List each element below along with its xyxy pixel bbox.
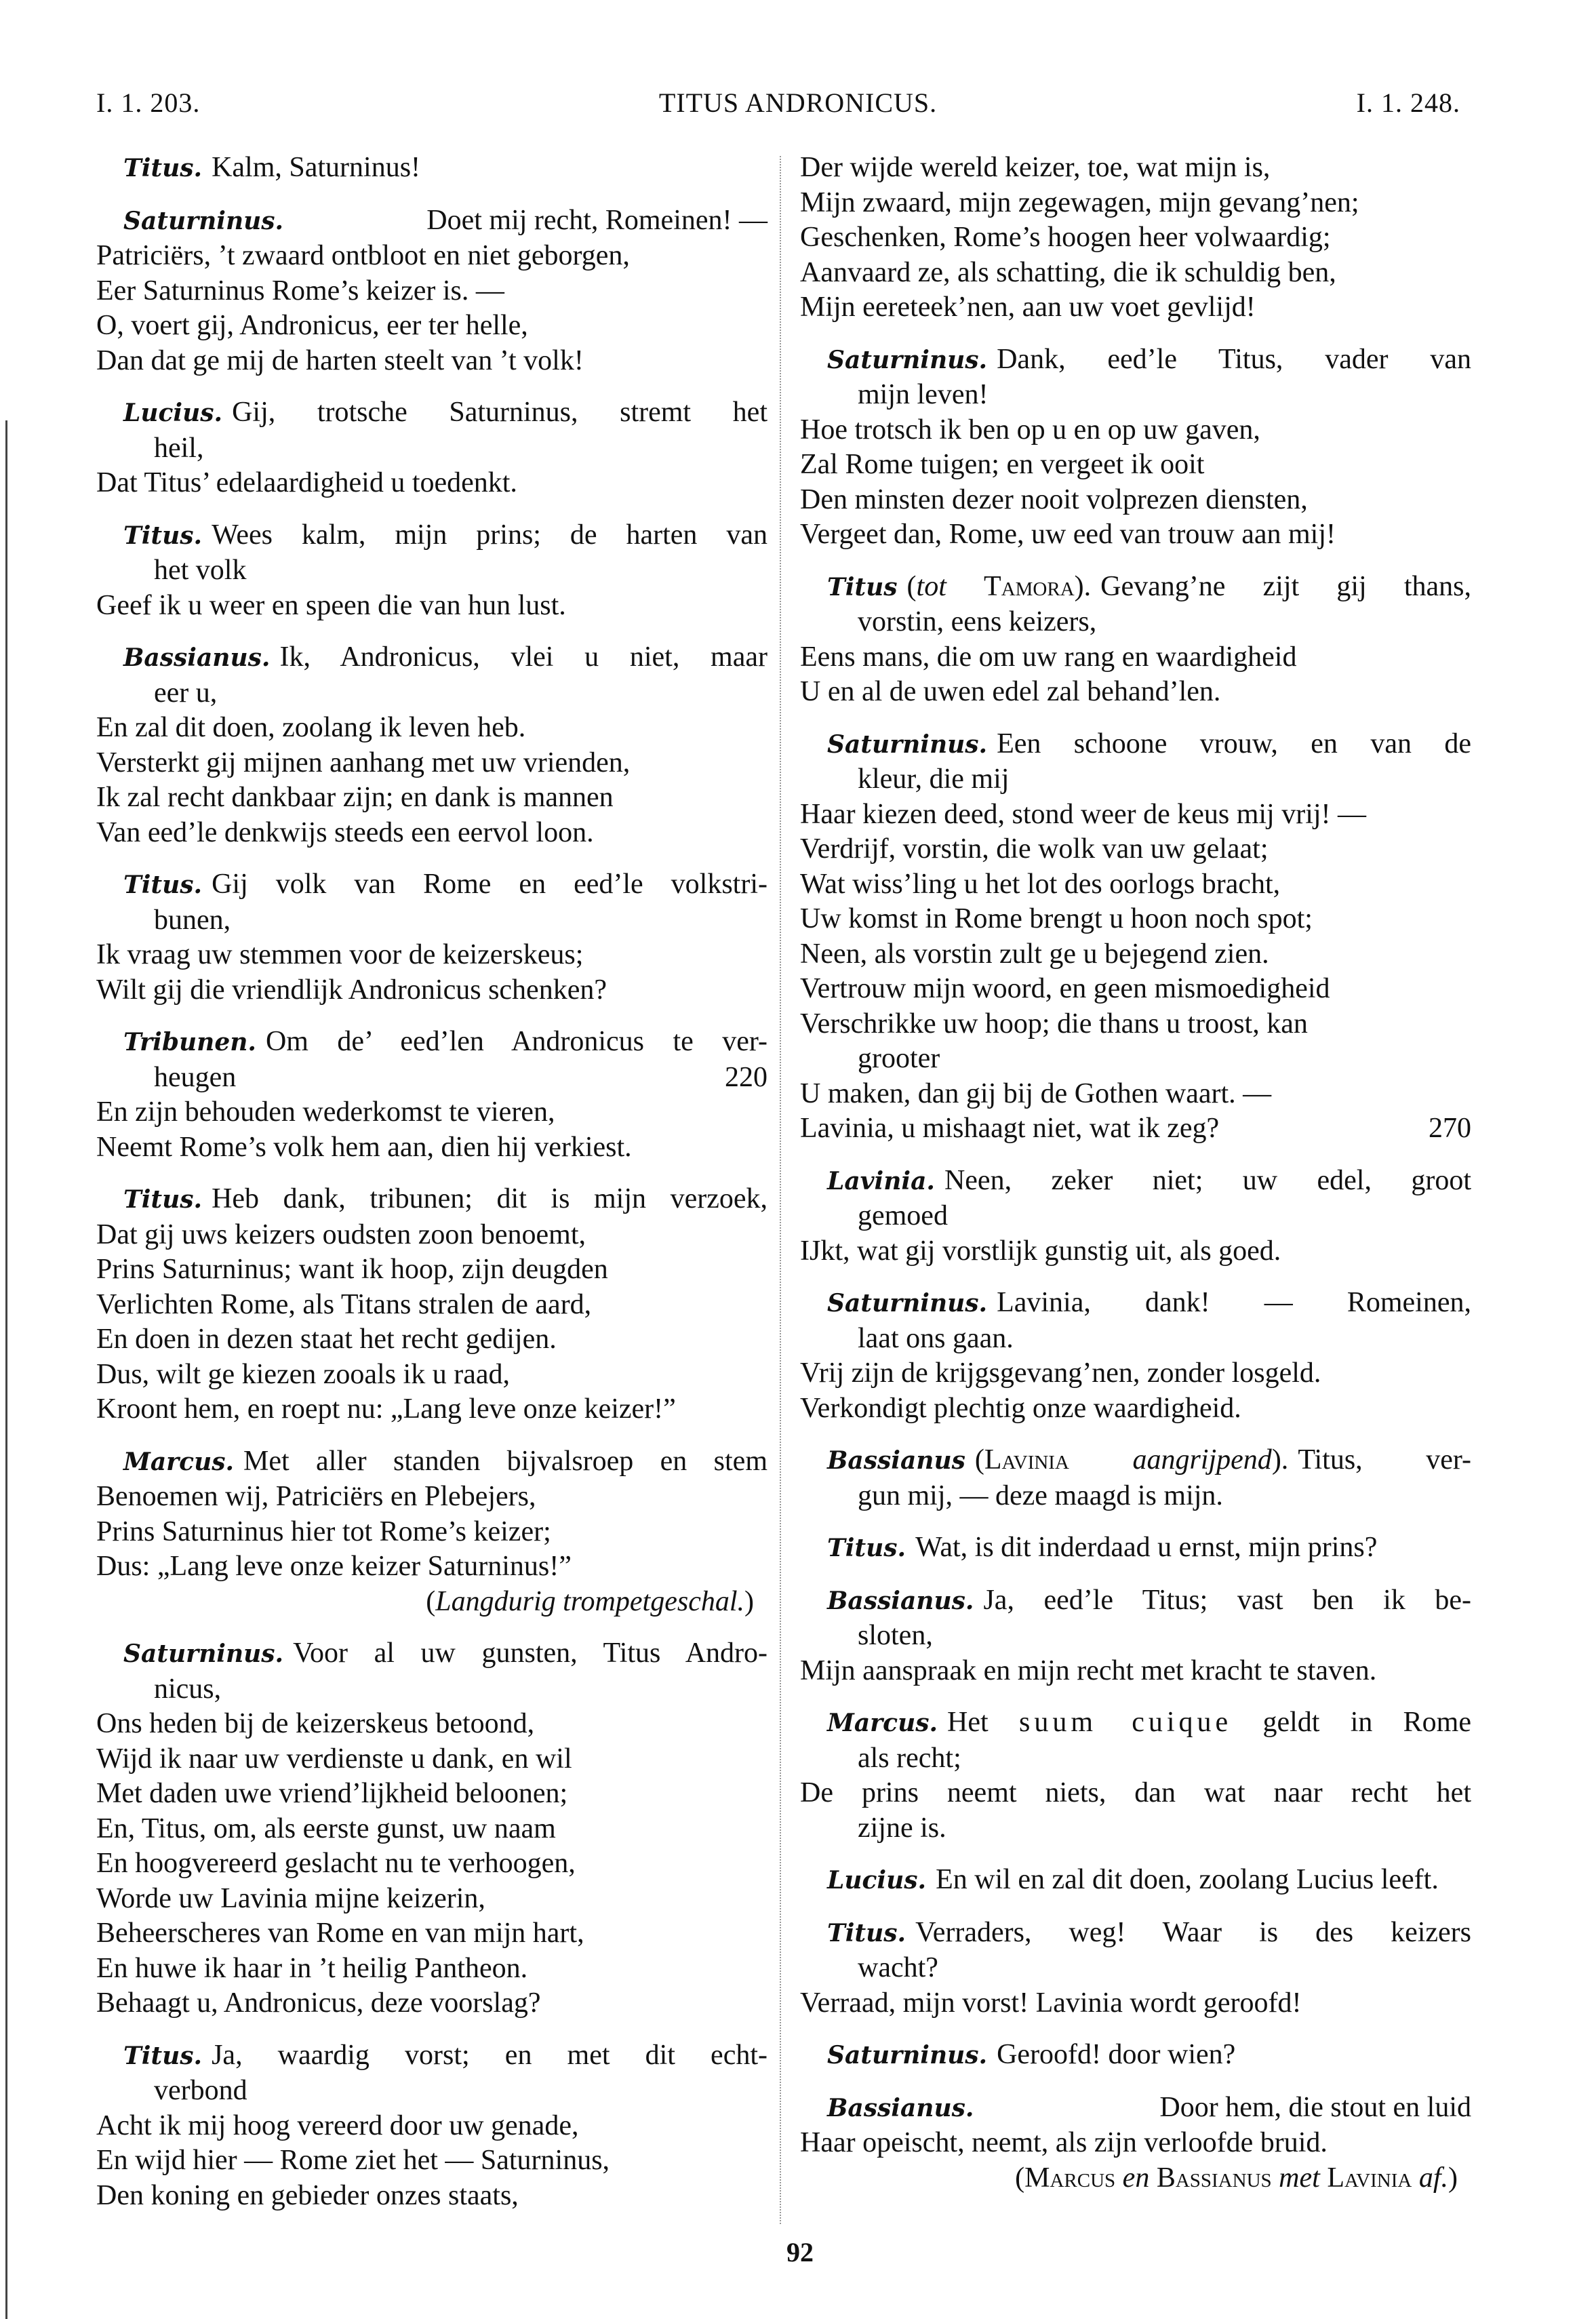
speech-block [800,727,1471,1147]
verse-line [96,1444,767,1480]
text-segment: Tamora [984,570,1075,602]
verse-line [800,1654,1471,1689]
line-text: De prins neemt niets, dan wat naar recht het [800,1777,1471,1808]
verse-line [96,867,767,903]
verse-line [96,711,767,746]
verse-line [96,1322,767,1357]
verse-line [800,762,1471,797]
speaker-name: Bassianus. [827,1586,974,1615]
verse-line [96,973,767,1008]
line-text: Voor al uw gunsten, Titus Andro- [293,1638,767,1669]
speaker-name: Titus. [827,1918,906,1947]
verse-line [96,1288,767,1323]
line-text: Verdrijf, vorstin, die wolk van uw gelaat; [800,833,1269,865]
text-segment: ) [1448,2162,1458,2194]
verse-line [800,570,1471,606]
line-text: Ons heden bij de keizerskeus betoond, [96,1708,535,1739]
verse-line [800,1741,1471,1777]
scan-edge-line [5,420,7,2319]
verse-line [800,972,1471,1007]
verse-line [800,1986,1471,2021]
verse-line [96,1636,767,1672]
speech-block [800,151,1471,325]
speaker-name: Saturninus. [123,206,284,235]
line-text: Dat gij uws keizers oudsten zoon benoemt, [96,1218,586,1250]
line-text: Versterkt gij mijnen aanhang met uw vrienden, [96,747,631,778]
line-text: sloten, [858,1620,933,1651]
verse-line [800,1619,1471,1654]
verse-line [96,1549,767,1585]
line-text: Wees kalm, mijn prins; de harten van [212,519,767,551]
header-line-ref-start: I. 1. 203. [96,87,201,118]
line-text: Den minsten dezer nooit volprezen diensten, [800,483,1308,515]
speech-block [96,640,767,850]
header-line-ref-end: I. 1. 248. [1356,87,1460,118]
speaker-name: Saturninus. [827,1289,988,1317]
verse-line [96,1252,767,1288]
verse-line [96,1672,767,1707]
speech-block [96,395,767,501]
verse-line [800,448,1471,483]
verse-line [96,1916,767,1951]
line-text: Met aller standen bijvalsroep en stem [243,1445,767,1477]
verse-line [96,1182,767,1218]
line-text: Door hem, die stout en luid [1159,2091,1471,2123]
verse-line [96,589,767,624]
verse-line [800,342,1471,378]
speech-block [800,1705,1471,1846]
line-text: Haar opeischt, neemt, als zijn verloofde bruid. [800,2127,1328,2158]
line-text: En wijd hier — Rome ziet het — Saturninus, [96,2145,610,2176]
text-segment: Het [947,1707,1019,1738]
line-text: Mijn zwaard, mijn zegewagen, mijn gevang’nen; [800,186,1359,218]
line-text: Neemt Rome’s volk hem aan, dien hij verkiest. [96,1131,632,1163]
speaker-name: Titus [827,572,898,601]
line-text: Geef ik u weer en speen die van hun lust. [96,589,566,621]
line-text: Neen, als vorstin zult ge u bejegend zien. [800,938,1269,970]
text-segment: Bassianus [1156,2162,1272,2194]
verse-line [800,640,1471,675]
verse-line [96,1742,767,1777]
verse-line [96,1951,767,1987]
text-segment: Langdurig trompetgeschal. [435,1585,744,1617]
speaker-direction [975,1444,1288,1475]
speech-block [96,518,767,624]
verse-line [800,290,1471,325]
line-text: wacht? [858,1952,938,1983]
line-text: Om de’ eed’len Andronicus te ver- [265,1026,767,1057]
verse-line [96,1846,767,1882]
verse-line [800,727,1471,763]
line-text: Ik, Andronicus, vlei u niet, maar [279,641,767,673]
text-segment: ( [426,1585,436,1617]
speaker-name: Saturninus. [827,2041,988,2069]
speech-block [800,342,1471,553]
line-text: Uw komst in Rome brengt u hoon noch spot; [800,903,1313,934]
speech-block [96,1636,767,2021]
speaker-name: Bassianus [827,1446,965,1475]
speech-block [800,2090,1471,2196]
column-divider [780,156,781,2224]
speaker-name: Bassianus. [123,643,271,672]
line-text: Wilt gij die vriendlijk Andronicus schenken? [96,974,607,1006]
text-segment: geldt in Rome [1232,1707,1471,1738]
line-number: 220 [725,1061,767,1093]
line-text: kleur, die mij [858,764,1010,795]
verse-line [800,1286,1471,1322]
line-text: Met daden uwe vriend’lijkheid beloonen; [96,1778,568,1809]
verse-line [800,186,1471,221]
verse-line [800,1111,1471,1147]
speaker-name: Saturninus. [827,730,988,759]
speaker-name: Saturninus. [123,1640,284,1668]
line-text: Den koning en gebieder onzes staats, [96,2179,519,2211]
line-text: Worde uw Lavinia mijne keizerin, [96,1882,485,1914]
text-segment: af. [1412,2162,1448,2194]
line-text: Dank, eed’le Titus, vader van [997,343,1471,375]
speaker-name: Titus. [123,871,203,899]
speech-block [800,1916,1471,2021]
verse-line [800,1199,1471,1234]
text-segment: ). [1074,570,1092,602]
line-text: het volk [154,555,247,586]
line-text: Gij volk van Rome en eed’le volkstri- [212,869,767,900]
verse-line [800,256,1471,291]
line-text: Eer Saturninus Rome’s keizer is. — [96,275,504,306]
line-text: bunen, [154,904,231,936]
stage-direction [800,2161,1471,2196]
text-segment: ( [906,570,917,602]
verse-line [96,2109,767,2144]
line-text: Verraad, mijn vorst! Lavinia wordt geroofd! [800,1987,1302,2019]
line-text: Doet mij recht, Romeinen! — [426,204,767,236]
verse-line [800,675,1471,710]
line-text: Prins Saturninus hier tot Rome’s keizer; [96,1515,551,1547]
speaker-name: Tribunen. [123,1028,256,1056]
speech-block [96,1182,767,1427]
verse-line [96,518,767,554]
line-text: Titus, ver- [1298,1444,1472,1475]
verse-line [96,816,767,851]
line-text: Behaagt u, Andronicus, deze voorslag? [96,1987,541,2019]
line-text: En zal dit doen, zoolang ik leven heb. [96,712,526,743]
verse-line [800,1530,1471,1566]
speaker-direction [907,571,1092,602]
verse-line [96,2074,767,2109]
verse-line [800,832,1471,867]
line-text: als recht; [858,1742,961,1774]
verse-line [96,1480,767,1515]
speech-block [800,570,1471,710]
line-text [426,1586,754,1617]
line-text: Vrij zijn de krijgsgevang’nen, zonder losgeld. [800,1357,1321,1389]
verse-line [800,902,1471,937]
line-text: Wijd ik naar uw verdienste u dank, en wil [96,1743,572,1775]
verse-line [96,640,767,676]
speech-block [96,151,767,186]
line-text: vorstin, eens keizers, [858,606,1097,637]
verse-line [96,1882,767,1917]
line-text: Ik zal recht dankbaar zijn; en dank is mannen [96,782,614,813]
line-text: Neen, zeker niet; uw edel, groot [944,1164,1471,1196]
verse-line [800,937,1471,972]
verse-line [800,1322,1471,1357]
verse-line [800,1356,1471,1391]
verse-line [800,1391,1471,1427]
verse-line [800,2090,1471,2126]
verse-line [96,1777,767,1812]
line-text: Gij, trotsche Saturninus, stremt het [232,397,767,428]
text-segment: en [1115,2162,1157,2194]
verse-line [96,1025,767,1061]
speech-block [96,867,767,1008]
verse-line [800,1077,1471,1112]
verse-line [96,2143,767,2179]
speech-block [800,1164,1471,1269]
verse-line [800,483,1471,518]
verse-line [96,1392,767,1427]
line-text: Mijn eereteek’nen, aan uw voet gevlijd! [800,292,1256,323]
line-text: Dus, wilt ge kiezen zooals ik u raad, [96,1358,510,1390]
line-text: Verkondigt plechtig onze waardigheid. [800,1392,1241,1424]
line-text: gun mij, — deze maagd is mijn. [858,1480,1223,1511]
verse-line [96,431,767,467]
speech-block [800,1583,1471,1689]
speaker-name: Titus. [123,2041,203,2070]
verse-line [96,1130,767,1166]
verse-line [800,797,1471,833]
line-text: Verraders, weg! Waar is des keizers [915,1916,1471,1948]
line-text: Wat, is dit inderdaad u ernst, mijn prins? [915,1532,1378,1563]
left-column [96,151,767,2230]
text-segment: ( [1015,2162,1025,2194]
line-text: Acht ik mij hoog vereerd door uw genade, [96,2109,579,2141]
line-text: Verlichten Rome, als Titans stralen de aard, [96,1288,592,1320]
line-text: Mijn aanspraak en mijn recht met kracht te staven. [800,1654,1377,1686]
line-text: Dus: „Lang leve onze keizer Saturninus!” [96,1551,572,1582]
stage-direction [96,1585,767,1620]
speaker-name: Titus. [123,154,203,182]
line-text: Een schoone vrouw, en van de [997,728,1471,759]
line-text: Vertrouw mijn woord, en geen mismoedigheid [800,973,1330,1004]
verse-line [800,1916,1471,1951]
verse-line [96,1986,767,2021]
verse-line [96,2179,767,2214]
verse-line [96,676,767,711]
line-text: Hoe trotsch ik ben op u en op uw gaven, [800,414,1260,445]
speech-block [96,2038,767,2214]
text-segment: ) [744,1585,754,1617]
verse-line [800,413,1471,448]
speaker-name: Titus. [827,1534,906,1562]
line-text: Kroont hem, en roept nu: „Lang leve onze keizer!” [96,1393,676,1425]
line-text: Eens mans, die om uw rang en waardigheid [800,641,1297,673]
running-title: TITUS ANDRONICUS. [658,87,938,118]
verse-line [96,395,767,431]
verse-line [800,1583,1471,1619]
line-text: En hoogvereerd geslacht nu te verhoogen, [96,1848,576,1879]
line-text: Heb dank, tribunen; dit is mijn verzoek, [212,1183,767,1214]
verse-line [96,309,767,344]
verse-line [96,1095,767,1130]
line-text: En, Titus, om, als eerste gunst, uw naam [96,1812,556,1844]
verse-line [800,1951,1471,1986]
line-text: Lavinia, dank! — Romeinen, [997,1287,1471,1318]
verse-line [96,344,767,379]
speech-block [800,1286,1471,1426]
line-text: Dat Titus’ edelaardigheid u toedenkt. [96,467,517,498]
text-segment: aangrijpend [1069,1444,1272,1475]
verse-line [96,203,767,239]
line-text: verbond [154,2075,247,2106]
verse-line [96,1812,767,1847]
verse-line [800,2038,1471,2074]
verse-line [800,220,1471,256]
speech-block [96,1444,767,1620]
verse-line [800,1164,1471,1200]
speaker-name: Marcus. [827,1709,938,1737]
verse-line [800,1479,1471,1514]
line-text: heugen [154,1061,237,1093]
line-text: mijn leven! [858,379,989,410]
verse-line [96,1707,767,1742]
line-text: grooter [858,1043,940,1074]
line-text: Lavinia, u mishaagt niet, wat ik zeg? [800,1113,1220,1144]
verse-line [96,151,767,186]
speaker-name: Titus. [123,1185,203,1214]
speaker-name: Saturninus. [827,345,988,374]
page-number: 92 [786,2237,814,2267]
speaker-name: Lucius. [827,1866,927,1895]
verse-line [800,1443,1471,1479]
line-text [1015,2162,1458,2194]
verse-line [800,2126,1471,2161]
line-text: Kalm, Saturninus! [212,152,421,183]
verse-line [96,903,767,938]
line-text: En doen in dezen staat het recht gedijen. [96,1324,557,1355]
verse-line [800,1863,1471,1899]
text-segment: Lavinia [1327,2162,1412,2194]
verse-line [96,746,767,781]
line-text: O, voert gij, Andronicus, eer ter helle, [96,310,528,341]
line-text: Ja, eed’le Titus; vast ben ik be- [983,1584,1471,1616]
line-text: Beheerscheres van Rome en van mijn hart, [96,1918,584,1949]
verse-line [96,1357,767,1393]
line-text: Verschrikke uw hoop; die thans u troost, kan [800,1008,1308,1039]
verse-line [96,466,767,501]
verse-line [96,780,767,816]
line-text: Ik vraag uw stemmen voor de keizerskeus; [96,939,584,970]
line-text: nicus, [154,1673,222,1705]
verse-line [800,378,1471,413]
speech-block [96,203,767,379]
verse-line [96,2038,767,2074]
speaker-name: Bassianus. [827,2093,974,2122]
line-text: Patriciërs, ’t zwaard ontbloot en niet geborgen, [96,240,630,271]
verse-line [800,605,1471,640]
line-text: zijne is. [858,1812,946,1844]
line-text: En zijn behouden wederkomst te vieren, [96,1096,555,1128]
line-text: Benoemen wij, Patriciërs en Plebejers, [96,1481,536,1512]
verse-line [96,1061,767,1096]
verse-line [96,1515,767,1550]
verse-line [96,239,767,274]
line-text: Geschenken, Rome’s hoogen heer volwaardig; [800,222,1331,253]
line-text: U maken, dan gij bij de Gothen waart. — [800,1077,1272,1109]
line-number: 270 [1429,1113,1471,1144]
line-text: Der wijde wereld keizer, toe, wat mijn is, [800,152,1271,183]
verse-line [800,1776,1471,1811]
verse-line [800,517,1471,553]
verse-line [96,1218,767,1253]
verse-line [96,553,767,589]
line-text: Gevang’ne zijt gij thans, [1100,570,1472,602]
line-text: Wat wiss’ling u het lot des oorlogs bracht, [800,868,1281,900]
verse-line [800,1042,1471,1077]
line-text: Van eed’le denkwijs steeds een eervol loon. [96,816,594,848]
line-text: U en al de uwen edel zal behand’len. [800,676,1221,707]
line-text: Prins Saturninus; want ik hoop, zijn deugden [96,1254,608,1285]
line-text: Zal Rome tuigen; en vergeet ik ooit [800,449,1205,480]
verse-line [800,867,1471,903]
verse-line [96,938,767,973]
line-text: heil, [154,432,204,464]
text-segment: ( [974,1444,984,1475]
line-text: Vergeet dan, Rome, uw eed van trouw aan mij! [800,519,1336,550]
line-text: Aanvaard ze, als schatting, die ik schuldig ben, [800,256,1336,288]
speaker-name: Lavinia. [827,1166,935,1195]
speech-block [800,1443,1471,1513]
line-text [947,1707,1471,1738]
verse-line [800,1007,1471,1042]
speech-block [96,1025,767,1165]
verse-line [800,151,1471,186]
text-segment: ). [1271,1444,1289,1475]
line-text: En wil en zal dit doen, zoolang Lucius leeft. [936,1864,1439,1895]
line-text: laat ons gaan. [858,1322,1014,1354]
line-text: Geroofd! door wien? [997,2039,1236,2070]
line-text: IJkt, wat gij vorstlijk gunstig uit, als goed. [800,1235,1281,1267]
text-segment: Lavinia [984,1444,1069,1475]
speech-block [800,1863,1471,1899]
text-segment: tot [916,570,984,602]
speaker-name: Titus. [123,521,203,550]
text-segment: Marcus [1024,2162,1116,2194]
line-text: eer u, [154,677,218,709]
line-text: Haar kiezen deed, stond weer de keus mij vrij! — [800,798,1367,830]
verse-line [800,1811,1471,1846]
text-segment: suum cuique [1018,1707,1233,1738]
speaker-name: Marcus. [123,1447,235,1476]
verse-line [800,1234,1471,1269]
speaker-name: Lucius. [123,399,223,427]
line-text: gemoed [858,1200,948,1231]
line-text: En huwe ik haar in ’t heilig Pantheon. [96,1952,528,1984]
line-text: Ja, waardig vorst; en met dit echt- [212,2039,767,2071]
line-text: Dan dat ge mij de harten steelt van ’t volk! [96,344,584,376]
speech-block [800,1530,1471,1566]
verse-line [800,1705,1471,1741]
speech-block [800,2038,1471,2074]
verse-line [96,274,767,309]
text-segment: met [1271,2162,1328,2194]
right-column [800,151,1471,2213]
